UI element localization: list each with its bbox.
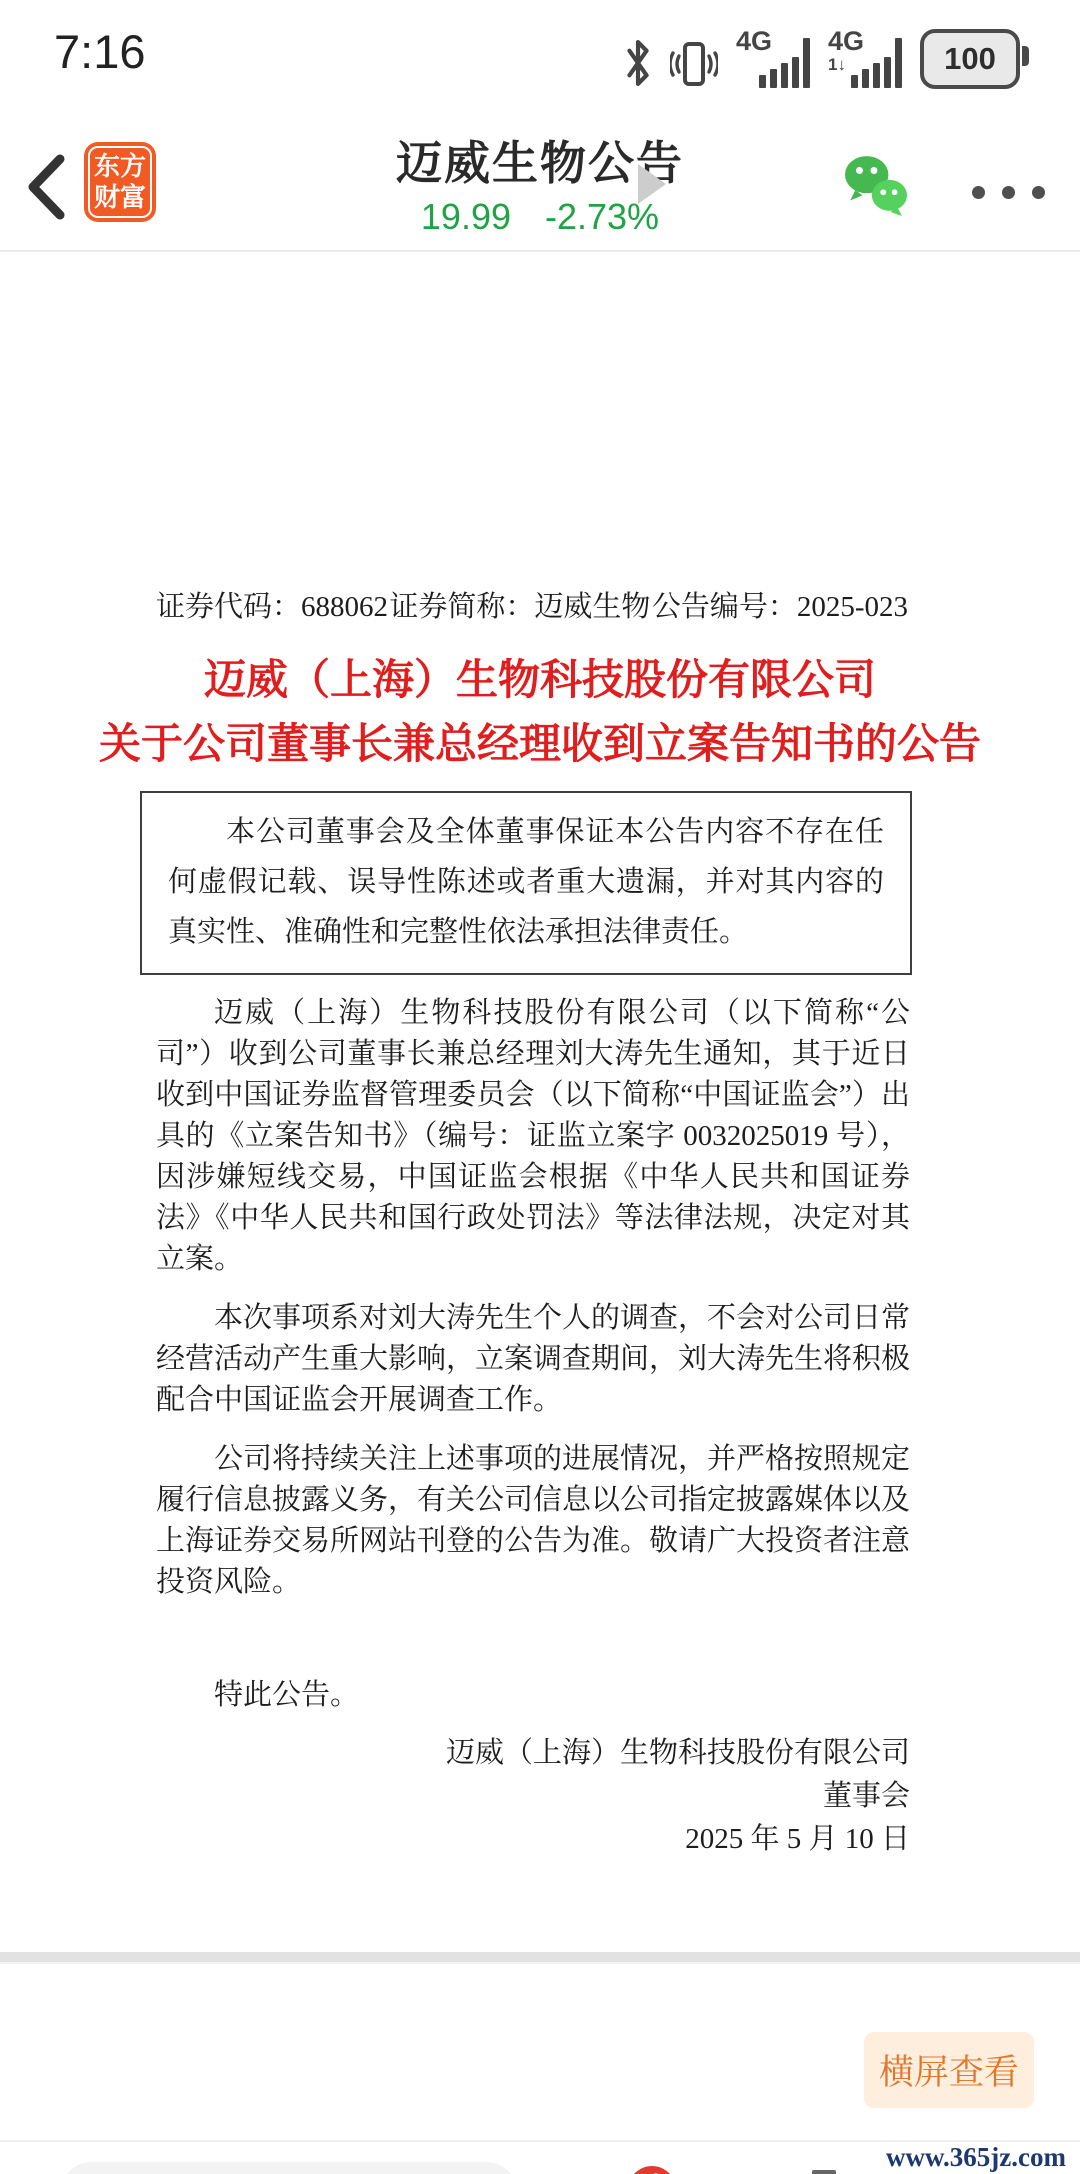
signature-board: 董事会 xyxy=(822,1780,910,1812)
security-code: 证券代码：688062 xyxy=(156,591,389,623)
vibrate-icon xyxy=(670,38,718,90)
sim1-signal-icon xyxy=(736,26,810,90)
announcement-number: 公告编号：2025-023 xyxy=(651,591,908,623)
bluetooth-icon xyxy=(624,36,652,90)
header-title-block xyxy=(280,136,800,238)
document-body xyxy=(0,993,1080,1716)
document-meta-row xyxy=(0,252,1080,625)
stock-quote xyxy=(280,196,800,238)
page-title: 迈威生物公告 xyxy=(396,137,684,189)
watermark: www.365jz.com xyxy=(886,2142,1066,2172)
sim2-signal-icon xyxy=(828,26,902,90)
paragraph: 本次事项系对刘大涛先生个人的调查，不会对公司日常经营活动产生重大影响，立案调查期间，刘大涛先生将积极配合中国证监会开展调查工作。 xyxy=(156,1302,911,1416)
stock-change: -2.73% xyxy=(545,196,660,237)
signature-company: 迈威（上海）生物科技股份有限公司 xyxy=(445,1737,910,1769)
status-bar xyxy=(0,0,1080,110)
eastmoney-logo xyxy=(84,142,156,222)
announcement-document xyxy=(0,252,1080,1952)
landscape-view-button[interactable]: 横屏查看 xyxy=(864,2032,1034,2108)
stock-price: 19.99 xyxy=(420,196,511,237)
signature-date: 2025 年 5 月 10 日 xyxy=(685,1823,910,1855)
closing-line: 特此公告。 xyxy=(214,1679,360,1711)
disclaimer-box: 本公司董事会及全体董事保证本公告内容不存在任何虚假记载、误导性陈述或者重大遗漏，并对其内容的真实性、准确性和完整性依法承担法律责任。 xyxy=(140,791,912,975)
logo-text-bottom: 财富 xyxy=(93,182,146,212)
back-button[interactable] xyxy=(24,154,68,220)
signature-block xyxy=(0,1732,1080,1861)
paragraph: 公司将持续关注上述事项的进展情况，并严格按照规定履行信息披露义务，有关公司信息以公司指定披露媒体以及上海证券交易所网站刊登的公告为准。敬请广大投资者注意投资风险。 xyxy=(156,1443,911,1598)
more-menu-button[interactable] xyxy=(972,186,1045,199)
battery-level: 100 xyxy=(944,41,996,76)
search-input[interactable] xyxy=(60,2162,518,2174)
play-audio-button[interactable] xyxy=(638,164,666,204)
app-header xyxy=(0,110,1080,252)
bottom-bar xyxy=(0,2140,1080,2174)
security-name: 证券简称：迈威生物 xyxy=(389,591,651,623)
status-icons xyxy=(624,26,1020,90)
paragraph: 迈威（上海）生物科技股份有限公司（以下简称“公司”）收到公司董事长兼总经理刘大涛先生通知，其于近日收到中国证券监督管理委员会（以下简称“中国证监会”）出具的《立案告知书》（编号：证监立案字 0032025019 号），因涉嫌短线交易，中国证监会根据《中华人民共和国证券法》《中华人民共和国行政处罚法》等法律法规，决定对其立案。 xyxy=(156,997,910,1275)
document-title-subject: 关于公司董事长兼总经理收到立案告知书的公告 xyxy=(98,722,981,768)
sim1-network-type: 4G xyxy=(736,26,773,56)
battery-icon xyxy=(920,29,1020,89)
logo-text-top: 东方 xyxy=(93,151,146,181)
sim1-signal-bars xyxy=(759,38,810,88)
wechat-share-button[interactable] xyxy=(840,154,912,216)
sim2-data-indicator: 1↓ xyxy=(828,55,846,74)
partial-toolbar-icon xyxy=(812,2170,836,2174)
hot-topic-icon[interactable] xyxy=(628,2166,676,2174)
document-title-company: 迈威（上海）生物科技股份有限公司 xyxy=(203,658,876,704)
sim2-network-type: 4G xyxy=(828,26,865,56)
clock: 7:16 xyxy=(54,25,146,78)
sim2-signal-bars xyxy=(851,38,902,88)
section-divider xyxy=(0,1952,1080,1964)
